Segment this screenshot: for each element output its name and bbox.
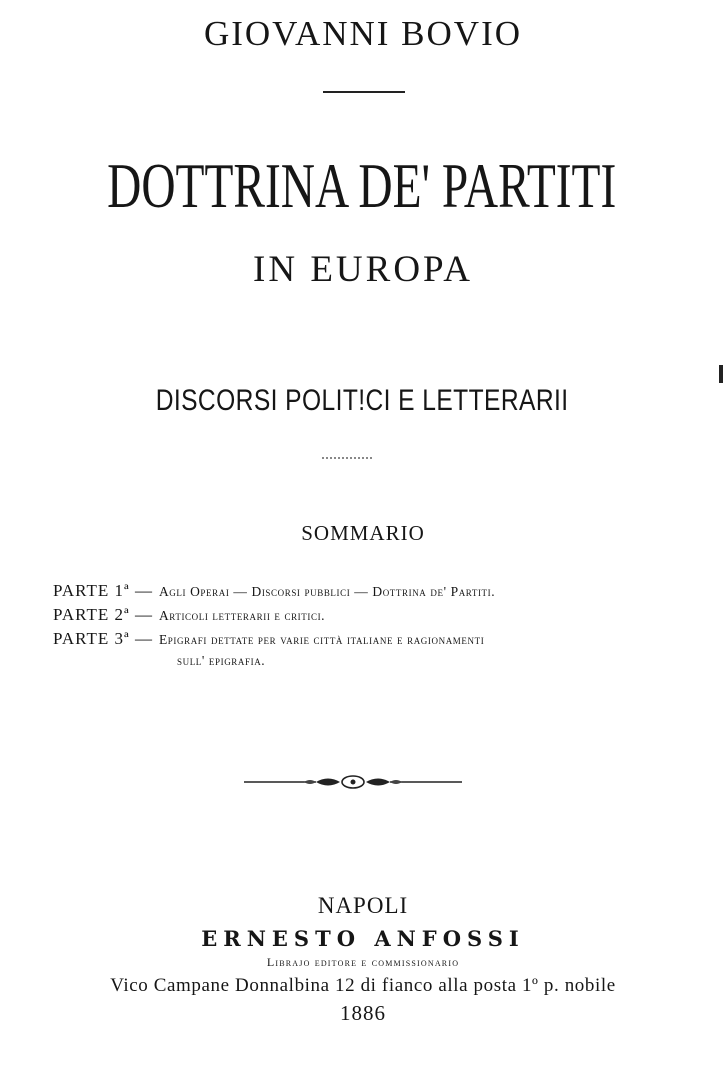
part-description: Articoli letterarii e critici. [158, 608, 326, 623]
publisher-role: Librajo editore e commissionario [266, 955, 460, 969]
contents-part-3 [53, 629, 484, 649]
part-description: Epigrafi dettate per varie città italiane e ragionamenti [158, 632, 485, 647]
part-label: PARTE 2ª — [53, 605, 153, 624]
publication-year: 1886 [340, 1001, 386, 1025]
author-name: GIOVANNI BOVIO [203, 14, 523, 53]
book-title: DOTTRINA DE' PARTITI [107, 150, 617, 221]
publisher-name: ERNESTO ANFOSSI [201, 926, 525, 951]
contents-heading: SOMMARIO [301, 521, 425, 545]
imprint-city: NAPOLI [317, 893, 409, 918]
contents-part-1 [53, 581, 495, 601]
publisher-address: Vico Campane Donnalbina 12 di fianco alla posta 1º p. nobile [110, 975, 616, 996]
part-description: Agli Operai — Discorsi pubblici — Dottrina de' Partiti. [158, 584, 496, 599]
part-label: PARTE 3ª — [53, 629, 153, 648]
dotted-rule-divider [322, 457, 372, 459]
scan-edge-mark [719, 365, 723, 383]
part-label: PARTE 1ª — [53, 581, 153, 600]
book-subtitle: IN EUROPA [253, 249, 473, 290]
work-type-heading: DISCORSI POLIT!CI E LETTERARII [155, 384, 569, 417]
part-description-continuation: sull' epigrafia. [177, 653, 266, 668]
contents-part-2 [53, 605, 325, 625]
short-rule-divider [323, 91, 405, 93]
ornamental-divider-icon [244, 771, 462, 793]
